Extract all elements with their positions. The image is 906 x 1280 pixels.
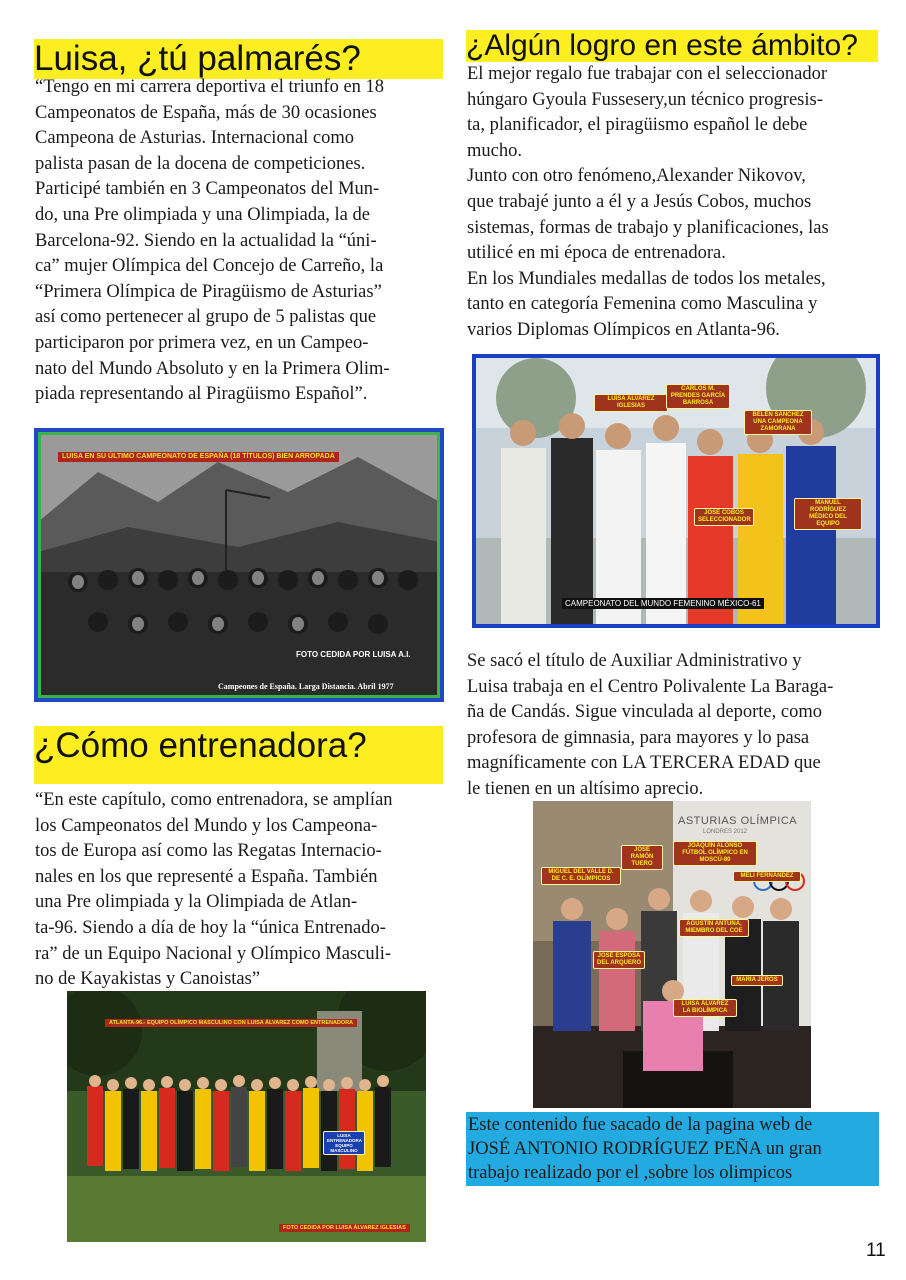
photo-tag: LUISA ENTRENADORA EQUIPO MASCULINO xyxy=(323,1131,365,1155)
text-line: El mejor regalo fue trabajar con el seleccionador xyxy=(467,64,828,84)
text-line: “Primera Olímpica de Piragüismo de Asturias” xyxy=(35,281,382,302)
photo-banner: LUISA EN SU ÚLTIMO CAMPEONATO DE ESPAÑA (18 TÍTULOS) BIEN ARROPADA xyxy=(58,452,339,462)
source-credit-box xyxy=(466,1112,879,1186)
photo-tag: MANUEL RODRÍGUEZ MÉDICO DEL EQUIPO xyxy=(794,498,862,530)
text-line: participaron por primera vez, en un Campeo- xyxy=(35,332,369,353)
text-line: varios Diplomas Olímpicos en Atlanta-96. xyxy=(467,319,780,340)
photo-atlanta-96 xyxy=(67,991,426,1242)
photo-mundial-mexico xyxy=(472,354,880,628)
heading-logro: ¿Algún logro en este ámbito? xyxy=(466,30,878,62)
photo-tag: JOSÉ ESPOSA DEL ARQUERO xyxy=(593,951,645,969)
text-line: los Campeonatos del Mundo y los Campeona- xyxy=(35,815,378,836)
photo-tag: MARÍA JERÓS xyxy=(731,975,783,986)
text-line: “Tengo en mi carrera deportiva el triunfo en 18 xyxy=(35,77,385,97)
photo-tag: CARLOS M. PRENDES GARCÍA BARROSA xyxy=(666,384,730,409)
text-line: húngaro Gyoula Fussesery,un técnico progresis- xyxy=(467,89,823,110)
photo-tag: BELÉN SÁNCHEZ UNA CAMPEONA ZAMORANA xyxy=(744,410,812,435)
text-line: do, una Pre olimpiada y una Olimpiada, la de xyxy=(35,204,370,225)
text-line: ca” mujer Olímpica del Concejo de Carreño, la xyxy=(35,256,384,277)
credit-line: JOSÉ ANTONIO RODRÍGUEZ PEÑA un gran xyxy=(468,1139,822,1159)
sign-subtitle: LONDRES 2012 xyxy=(703,829,748,835)
text-line: tos de Europa así como las Regatas Internacio- xyxy=(35,841,382,862)
text-line: así como pertenecer al grupo de 5 palistas que xyxy=(35,307,377,328)
photo-caption: Campeones de España. Larga Distancia. Abril 1977 xyxy=(218,682,394,691)
text-line: profesora de gimnasia, para mayores y lo pasa xyxy=(467,727,810,748)
text-line: ña de Candás. Sigue vinculada al deporte, como xyxy=(467,702,822,723)
credit-line: Este contenido fue sacado de la pagina web de xyxy=(468,1115,813,1135)
text-line: palista pasan de la docena de competiciones. xyxy=(35,153,366,174)
page-number: 11 xyxy=(866,1240,886,1261)
text-line: no de Kayakistas y Canoistas” xyxy=(35,969,261,990)
text-line: tanto en categoría Femenina como Masculina y xyxy=(467,294,818,315)
text-line: mucho. xyxy=(467,140,522,161)
photo-tag: LUISA ÁLVAREZ IGLESIAS xyxy=(594,394,668,412)
text-line: sistemas, formas de trabajo y planificaciones, las xyxy=(467,217,829,238)
text-line: le tienen en un altísimo aprecio. xyxy=(467,778,704,799)
photo-tag: LUISA ÁLVAREZ LA BIOLÍMPICA xyxy=(673,999,737,1017)
text-line: Campeona de Asturias. Internacional como xyxy=(35,128,355,149)
text-line: piada representando al Piragüismo Español”. xyxy=(35,384,368,405)
sign-title: ASTURIAS OLÍMPICA xyxy=(678,815,798,827)
photo-banner: ATLANTA-96.- EQUIPO OLÍMPICO MASCULINO CON LUISA ÁLVAREZ COMO ENTRENADORA xyxy=(105,1019,357,1027)
text-line: Junto con otro fenómeno,Alexander Nikovov, xyxy=(467,166,806,187)
photo-tag: MELI FERNÁNDEZ xyxy=(733,871,801,882)
photo-tag: AGUSTÍN ANTUÑA, MIEMBRO DEL COE xyxy=(679,919,749,937)
text-line: “En este capítulo, como entrenadora, se amplían xyxy=(35,790,393,810)
text-line: Luisa trabaja en el Centro Polivalente La Baraga- xyxy=(467,676,834,697)
photo-credit: FOTO CEDIDA POR LUISA A.I. xyxy=(296,650,411,659)
paragraph-palmares xyxy=(35,75,447,408)
photo-tag: JOSÉ RAMÓN TUERO xyxy=(621,845,663,870)
photo-asturias-olimpica xyxy=(533,801,811,1108)
photo-campeones-1977 xyxy=(34,428,444,702)
paragraph-logro xyxy=(467,62,887,344)
photo-tag: MIGUEL DEL VALLE D. DE C. E. OLÍMPICOS xyxy=(541,867,621,885)
text-line: una Pre olimpiada y la Olimpiada de Atlan- xyxy=(35,892,358,913)
credit-line: trabajo realizado por el ,sobre los olimpicos xyxy=(468,1163,793,1183)
text-line: que trabajé junto a él y a Jesús Cobos, muchos xyxy=(467,191,812,212)
text-line: ra” de un Equipo Nacional y Olímpico Masculi- xyxy=(35,943,392,964)
photo-credit: FOTO CEDIDA POR LUISA ÁLVAREZ IGLESIAS xyxy=(279,1224,410,1232)
text-line: nato del Mundo Absoluto y en la Primera Olim- xyxy=(35,358,390,379)
heading-entrenadora: ¿Cómo entrenadora? xyxy=(34,726,443,784)
text-line: En los Mundiales medallas de todos los metales, xyxy=(467,268,826,289)
text-line: Campeonatos de España, más de 30 ocasiones xyxy=(35,102,377,123)
photo-scene xyxy=(67,991,426,1242)
photo-tag: JOAQUÍN ALONSO FÚTBOL OLÍMPICO EN MOSCÚ-80 xyxy=(673,841,757,866)
text-line: Barcelona-92. Siendo en la actualidad la “úni- xyxy=(35,230,377,251)
text-line: Participé también en 3 Campeonatos del Mun- xyxy=(35,179,380,200)
text-line: Se sacó el título de Auxiliar Administrativo y xyxy=(467,651,802,671)
heading-palmares: Luisa, ¿tú palmarés? xyxy=(34,39,443,79)
text-line: ta-96. Siendo a día de hoy la “única Entrenado- xyxy=(35,917,386,938)
paragraph-trabajo xyxy=(467,649,887,803)
text-line: magníficamente con LA TERCERA EDAD que xyxy=(467,753,821,774)
paragraph-entrenadora xyxy=(35,788,447,993)
text-line: ta, planificador, el piragüismo español le debe xyxy=(467,115,808,136)
text-line: utilicé en mi época de entrenadora. xyxy=(467,243,726,264)
photo-caption: CAMPEONATO DEL MUNDO FEMENINO MÉXICO-61 xyxy=(562,598,764,609)
text-line: nales en los que representé a España. También xyxy=(35,866,378,887)
photo-tag: JOSÉ COBOS SELECCIONADOR xyxy=(694,508,754,526)
photo-scene xyxy=(533,801,811,1108)
